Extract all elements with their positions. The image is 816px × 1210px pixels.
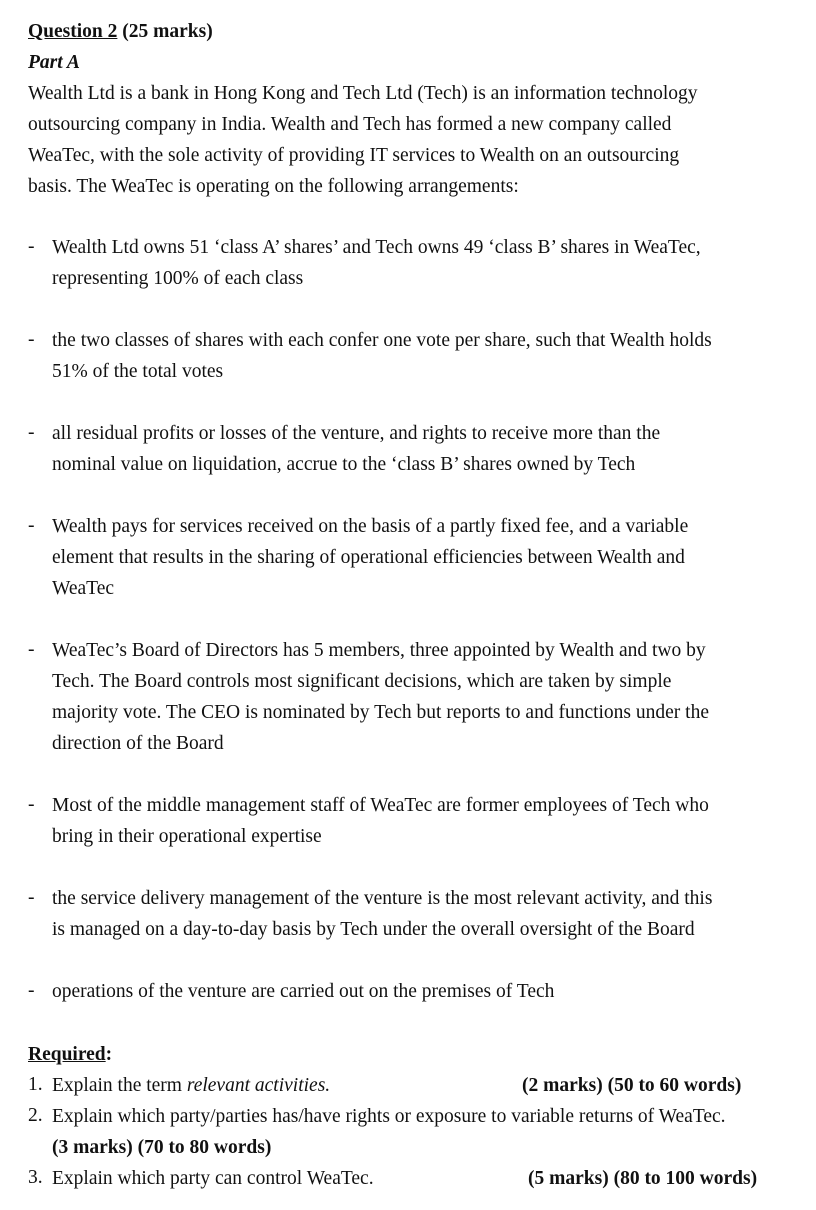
bullet-line: representing 100% of each class xyxy=(52,268,304,289)
bullet-dash: - xyxy=(28,329,35,350)
bullet-line: 51% of the total votes xyxy=(52,361,224,382)
requirement-number: 2. xyxy=(28,1105,43,1126)
requirement-text: Explain which party can control WeaTec. xyxy=(52,1168,374,1189)
bullet-dash: - xyxy=(28,980,35,1001)
intro-paragraph xyxy=(28,78,788,202)
bullet-line: bring in their operational expertise xyxy=(52,826,322,847)
requirement-item-2 xyxy=(28,1101,788,1163)
bullet-line: Wealth Ltd owns 51 ‘class A’ shares’ and Tech owns 49 ‘class B’ shares in WeaTec, xyxy=(52,237,701,258)
intro-line: outsourcing company in India. Wealth and Tech has formed a new company called xyxy=(28,114,672,135)
requirement-number: 3. xyxy=(28,1167,43,1188)
requirement-line xyxy=(52,1070,788,1101)
requirement-item-1 xyxy=(28,1070,788,1101)
bullet-line: element that results in the sharing of operational efficiencies between Wealth and xyxy=(52,547,685,568)
requirement-marks: (2 marks) (50 to 60 words) xyxy=(522,1075,742,1096)
bullet-dash: - xyxy=(28,422,35,443)
bullet-dash: - xyxy=(28,236,35,257)
arrangement-bullet xyxy=(28,418,788,480)
question-number: Question 2 xyxy=(28,21,118,42)
requirement-number: 1. xyxy=(28,1074,43,1095)
arrangement-bullet xyxy=(28,883,788,945)
bullet-line: operations of the venture are carried out on the premises of Tech xyxy=(52,981,555,1002)
bullet-dash: - xyxy=(28,639,35,660)
intro-line: basis. The WeaTec is operating on the following arrangements: xyxy=(28,176,519,197)
arrangement-bullet xyxy=(28,790,788,852)
bullet-line: WeaTec xyxy=(52,578,115,599)
intro-line: Wealth Ltd is a bank in Hong Kong and Tech Ltd (Tech) is an information technology xyxy=(28,83,698,104)
bullet-line: nominal value on liquidation, accrue to the ‘class B’ shares owned by Tech xyxy=(52,454,636,475)
required-label: Required xyxy=(28,1044,106,1065)
bullet-dash: - xyxy=(28,887,35,908)
arrangement-bullet xyxy=(28,635,788,759)
question-total-marks: (25 marks) xyxy=(122,21,213,42)
requirement-text: Explain the term xyxy=(52,1075,187,1096)
requirement-text: Explain which party/parties has/have rights or exposure to variable returns of WeaTec. xyxy=(52,1106,726,1127)
intro-line: WeaTec, with the sole activity of providing IT services to Wealth on an outsourcing xyxy=(28,145,680,166)
required-colon: : xyxy=(105,1044,113,1065)
bullet-line: Most of the middle management staff of WeaTec are former employees of Tech who xyxy=(52,795,709,816)
bullet-line: WeaTec’s Board of Directors has 5 members, three appointed by Wealth and two by xyxy=(52,640,706,661)
part-heading: Part A xyxy=(28,52,80,73)
bullet-line: is managed on a day-to-day basis by Tech under the overall oversight of the Board xyxy=(52,919,695,940)
arrangement-bullet xyxy=(28,511,788,604)
bullet-line: Wealth pays for services received on the basis of a partly fixed fee, and a variable xyxy=(52,516,689,537)
requirement-item-3 xyxy=(28,1163,788,1194)
bullet-line: all residual profits or losses of the venture, and rights to receive more than the xyxy=(52,423,661,444)
question-title xyxy=(28,16,788,47)
arrangement-bullet xyxy=(28,325,788,387)
required-heading xyxy=(28,1039,788,1070)
question-document xyxy=(28,16,788,1194)
requirement-line xyxy=(52,1163,788,1194)
arrangement-bullet xyxy=(28,232,788,294)
bullet-dash: - xyxy=(28,794,35,815)
bullet-dash: - xyxy=(28,515,35,536)
requirement-marks: (3 marks) (70 to 80 words) xyxy=(52,1137,272,1158)
bullet-line: direction of the Board xyxy=(52,733,224,754)
bullet-line: Tech. The Board controls most significant decisions, which are taken by simple xyxy=(52,671,672,692)
bullet-line: majority vote. The CEO is nominated by Tech but reports to and functions under the xyxy=(52,702,709,723)
requirement-marks: (5 marks) (80 to 100 words) xyxy=(528,1168,758,1189)
bullet-line: the two classes of shares with each confer one vote per share, such that Wealth holds xyxy=(52,330,712,351)
bullet-line: the service delivery management of the venture is the most relevant activity, and this xyxy=(52,888,713,909)
arrangement-bullet xyxy=(28,976,788,1007)
requirement-term: relevant activities. xyxy=(186,1075,331,1096)
